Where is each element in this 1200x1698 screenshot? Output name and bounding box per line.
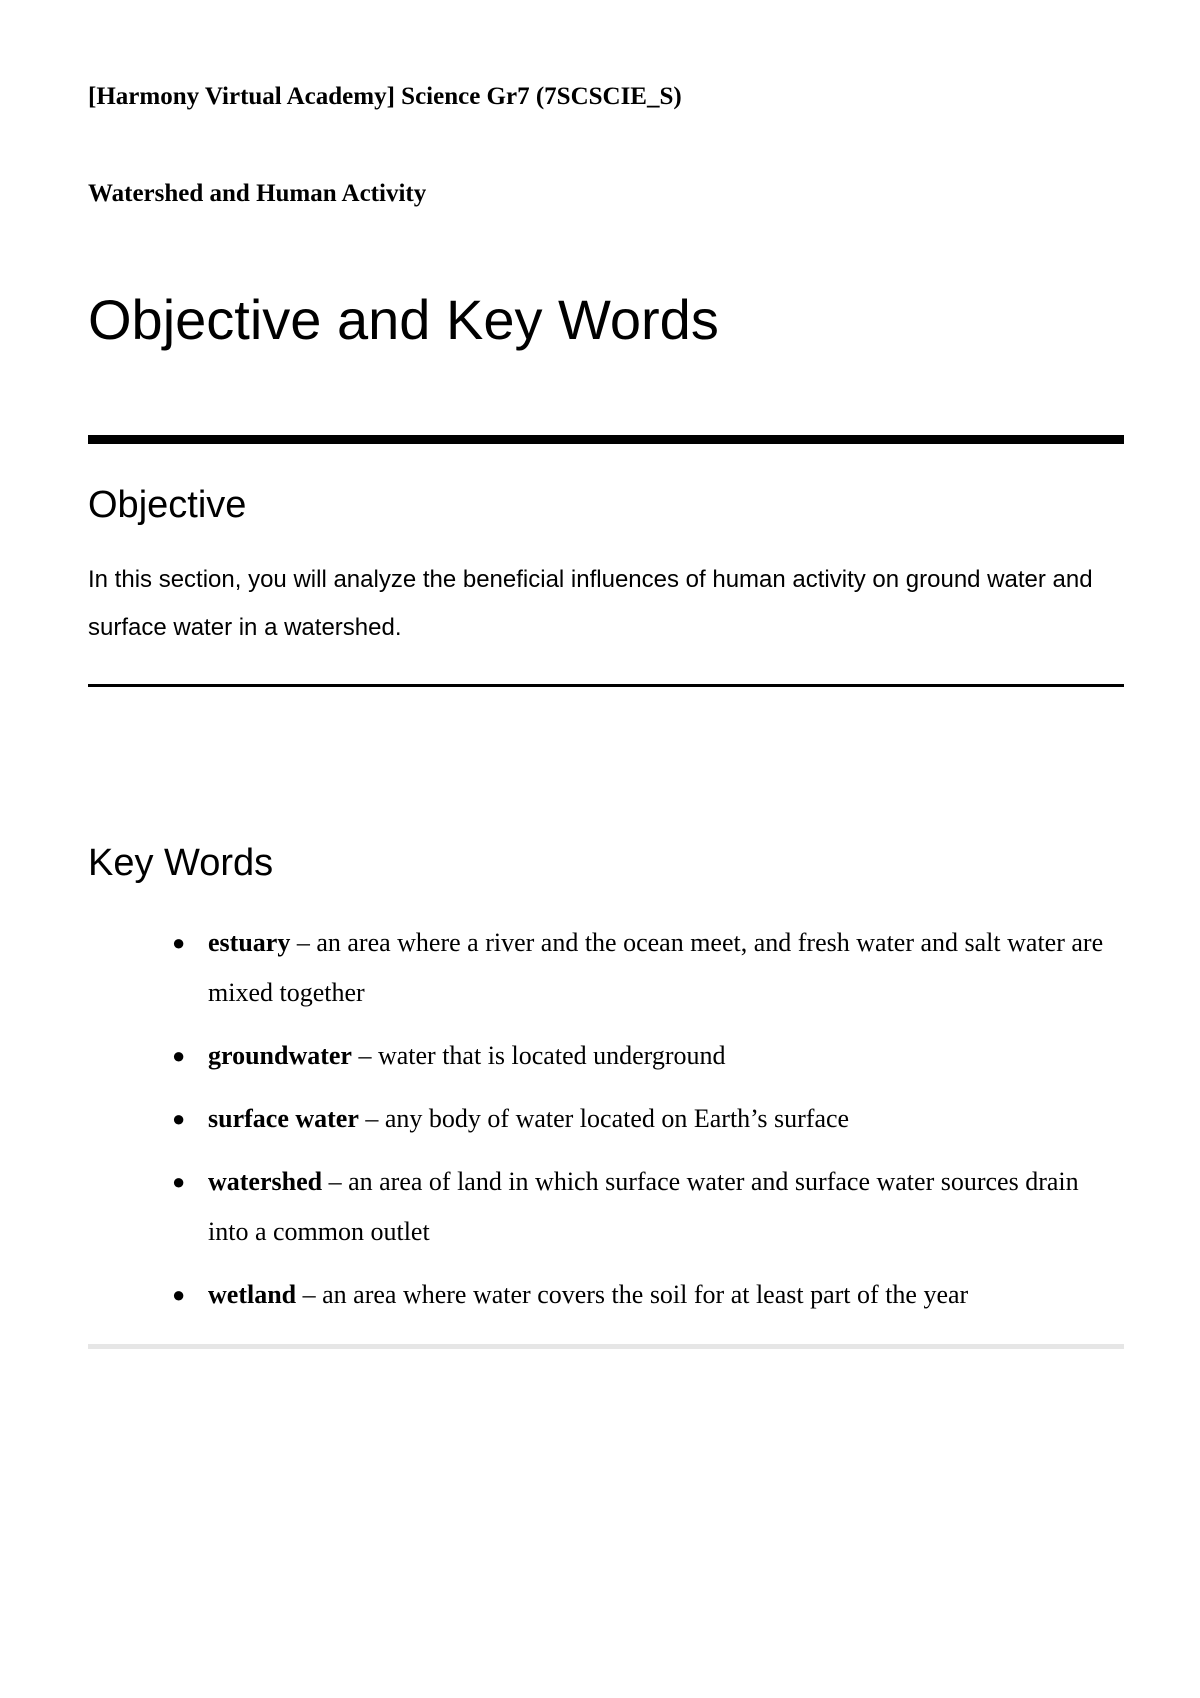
key-word-definition: – an area where water covers the soil for at least part of the year bbox=[296, 1280, 969, 1309]
bullet-icon: ● bbox=[172, 930, 186, 955]
list-item bbox=[88, 1031, 1124, 1081]
key-words-heading: Key Words bbox=[88, 842, 274, 884]
key-word-term: surface water bbox=[208, 1104, 359, 1133]
key-word-term: wetland bbox=[208, 1280, 297, 1309]
objective-heading: Objective bbox=[88, 484, 247, 526]
key-word-definition: – an area where a river and the ocean meet, and fresh water and salt water are mixed together bbox=[208, 928, 1104, 1007]
list-item bbox=[88, 1094, 1124, 1144]
section-divider-light bbox=[88, 1344, 1124, 1349]
key-word-definition: – water that is located underground bbox=[351, 1041, 726, 1070]
key-word-term: groundwater bbox=[208, 1041, 352, 1070]
key-word-definition: – an area of land in which surface water and surface water sources drain into a common outlet bbox=[208, 1167, 1079, 1246]
bullet-icon: ● bbox=[172, 1106, 186, 1131]
page-title: Objective and Key Words bbox=[88, 288, 719, 351]
key-word-term: estuary bbox=[208, 928, 291, 957]
key-words-list bbox=[88, 918, 1124, 1333]
key-word-definition: – any body of water located on Earth’s surface bbox=[358, 1104, 850, 1133]
list-item bbox=[88, 1157, 1124, 1257]
bullet-icon: ● bbox=[172, 1169, 186, 1194]
objective-text: In this section, you will analyze the beneficial influences of human activity on ground water and surface water in a watershed. bbox=[88, 566, 1093, 641]
bullet-icon: ● bbox=[172, 1282, 186, 1307]
bullet-icon: ● bbox=[172, 1043, 186, 1068]
section-divider bbox=[88, 684, 1124, 687]
section-divider-thick bbox=[88, 435, 1124, 444]
lesson-title: Watershed and Human Activity bbox=[88, 180, 427, 207]
list-item bbox=[88, 1270, 1124, 1320]
course-title: [Harmony Virtual Academy] Science Gr7 (7SCSCIE_S) bbox=[88, 83, 682, 110]
list-item bbox=[88, 918, 1124, 1018]
key-word-term: watershed bbox=[208, 1167, 323, 1196]
